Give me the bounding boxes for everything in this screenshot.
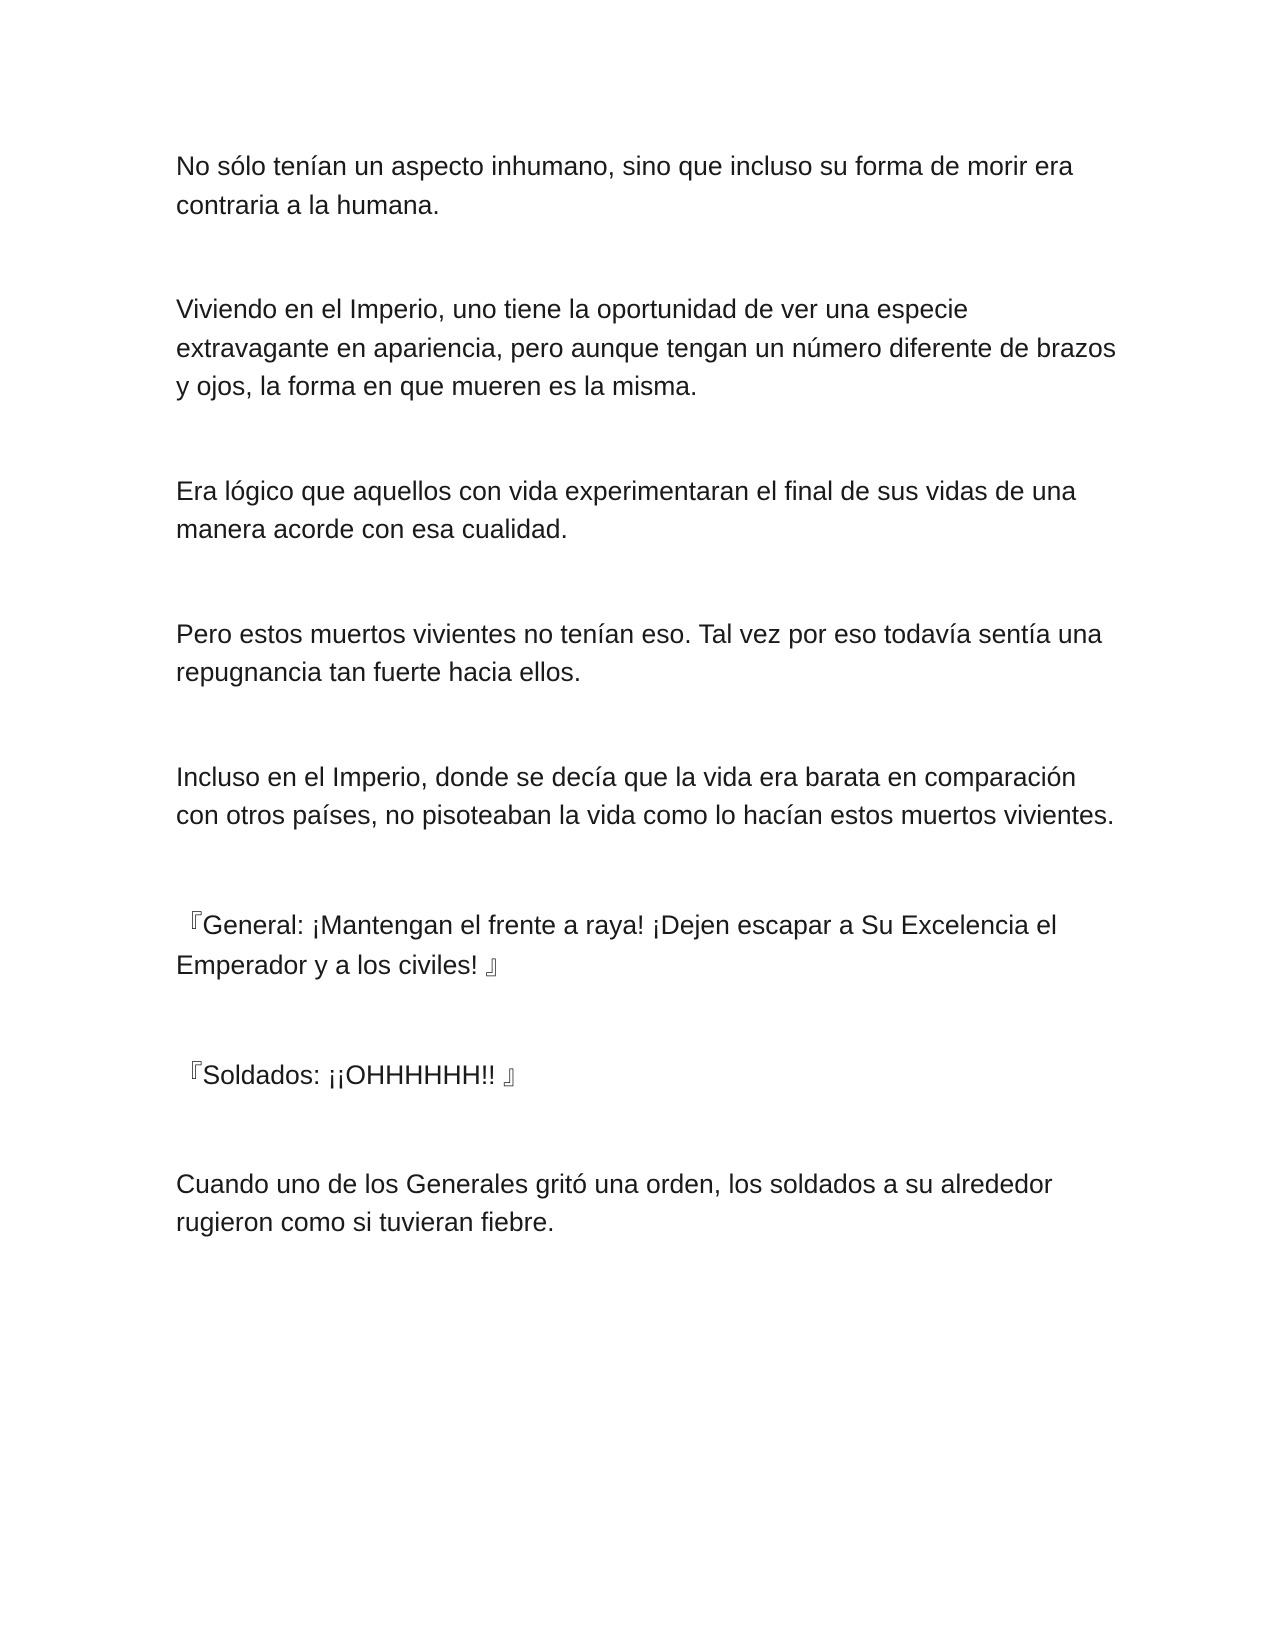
dialogue-general: 『General: ¡Mantengan el frente a raya! ¡Dejen escapar a Su Excelencia el Emperador y a los civiles! 』 [176,909,1057,980]
document-body [176,147,1116,1242]
dialogue-soldiers: 『Soldados: ¡¡OHHHHHH!! 』 [176,1059,530,1090]
paragraph-2: Viviendo en el Imperio, uno tiene la oportunidad de ver una especie extravagante en apariencia, pero aunque tengan un número diferente de brazos y ojos, la forma en que mueren es la misma. [176,294,1116,401]
paragraph-4: Pero estos muertos vivientes no tenían eso. Tal vez por eso todavía sentía una repugnancia tan fuerte hacia ellos. [176,618,1103,687]
paragraph-8: Cuando uno de los Generales gritó una orden, los soldados a su alrededor rugieron como si tuvieran fiebre. [176,1168,1053,1237]
paragraph-5: Incluso en el Imperio, donde se decía que la vida era barata en comparación con otros países, no pisoteaban la vida como lo hacían estos muertos vivientes. [176,761,1115,830]
paragraph-3: Era lógico que aquellos con vida experimentaran el final de sus vidas de una manera acorde con esa cualidad. [176,475,1077,544]
paragraph-1: No sólo tenían un aspecto inhumano, sino que incluso su forma de morir era contraria a la humana. [176,151,1074,220]
